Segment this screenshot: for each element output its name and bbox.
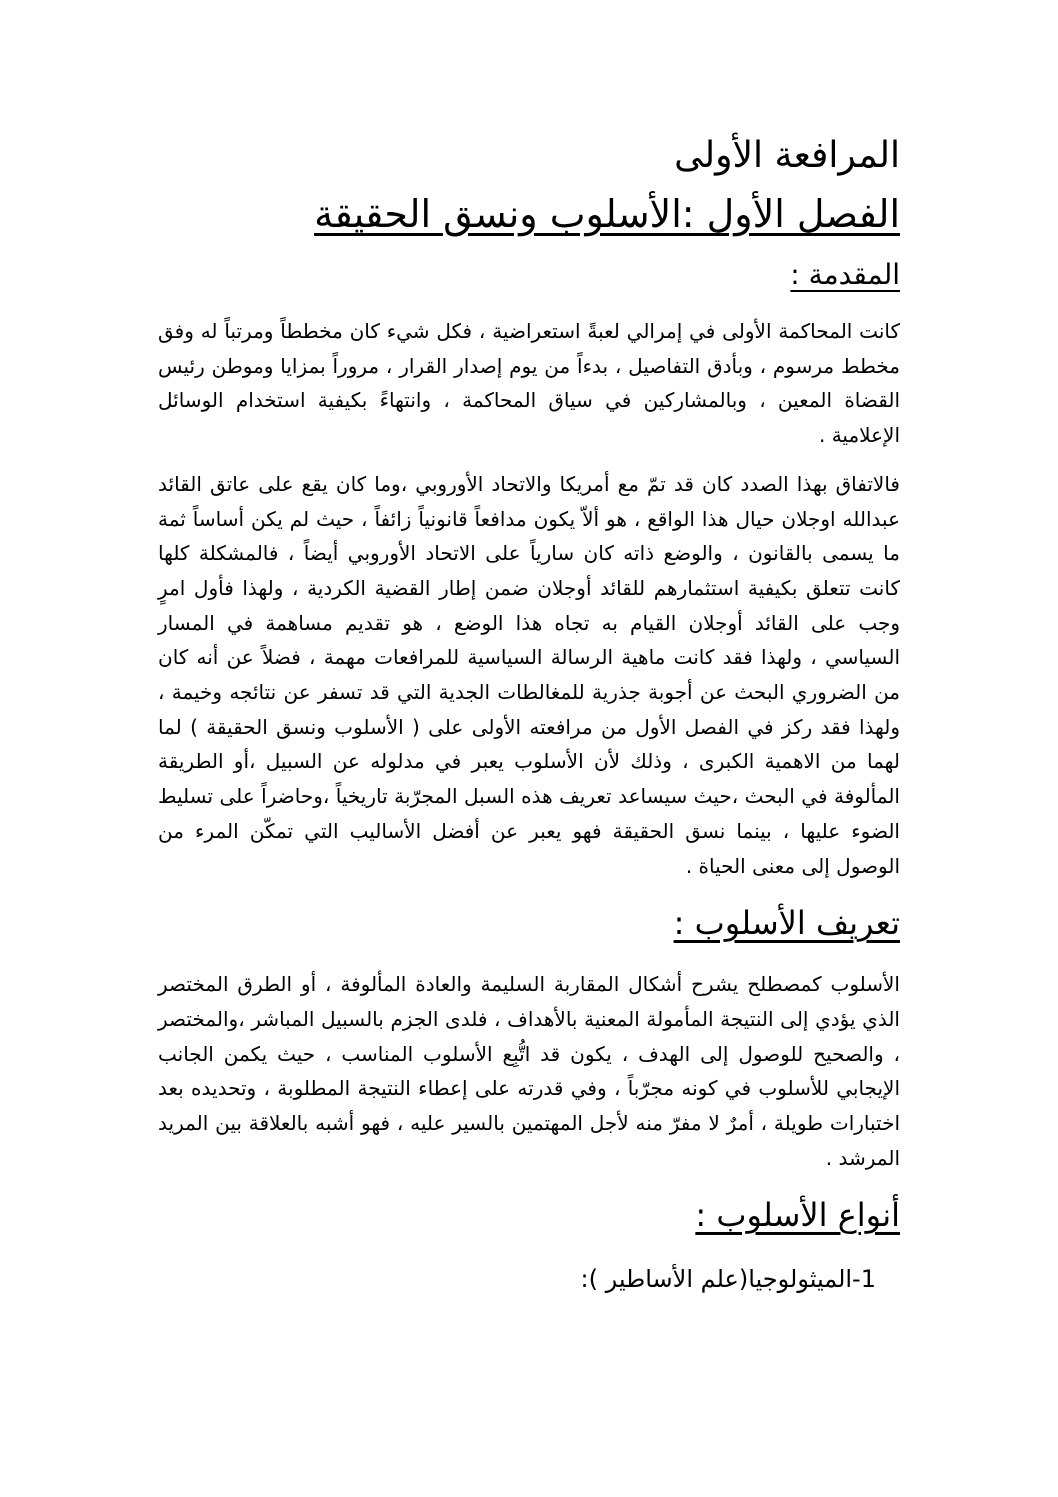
chapter-heading: الفصل الأول :الأسلوب ونسق الحقيقة	[314, 192, 900, 236]
intro-paragraph-2: فالاتفاق بهذا الصدد كان قد تمّ مع أمريكا والاتحاد الأوروبي ،وما كان يقع على عاتق القائد عبدالله اوجلان حيال هذا الواقع ، هو ألاّ يكون مدافعاً قانونياً زائفاً ، حيث لم يكن أساساً ثمة ما يسمى بالقانون ، والوضع ذاته كان سارياً على الاتحاد الأوروبي أيضاً ، فالمشكلة كلها كانت تتعلق بكيفية استثمارهم للقائد أوجلان ضمن إطار القضية الكردية ، ولهذا فأول امرٍ وجب على القائد أوجلان القيام به تجاه هذا الوضع ، هو تقديم مساهمة في المسار السياسي ، ولهذا فقد كانت ماهية الرسالة السياسية للمرافعات مهمة ، فضلاً عن أنه كان من الضروري البحث عن أجوبة جذرية للمغالطات الجدية التي قد تسفر عن نتائجه وخيمة ، ولهذا فقد ركز في الفصل الأول من مرافعته الأولى على ( الأسلوب ونسق الحقيقة ) لما لهما من الاهمية الكبرى ، وذلك لأن الأسلوب يعبر في مدلوله عن السبيل ،أو الطريقة المألوفة في البحث ،حيث سيساعد تعريف هذه السبل المجرّبة تاريخياً ،وحاضراً على تسليط الضوء عليها ، بينما نسق الحقيقة فهو يعبر عن أفضل الأساليب التي تمكّن المرء من الوصول إلى معنى الحياة .	[158, 471, 900, 878]
definition-heading: تعريف الأسلوب :	[673, 904, 900, 943]
types-list-item: 1-الميثولوجيا(علم الأساطير ):	[580, 1265, 876, 1294]
definition-paragraph: الأسلوب كمصطلح يشرح أشكال المقاربة السليمة والعادة المألوفة ، أو الطرق المختصر الذي يؤدي إلى النتيجة المأمولة المعنية بالأهداف ، فلدى الجزم بالسبيل المباشر ،والمختصر ، والصحيح للوصول إلى الهدف ، يكون قد اتُّبِع الأسلوب المناسب ، حيث يكمن الجانب الإيجابي للأسلوب في كونه مجرّباً ، وفي قدرته على إعطاء النتيجة المطلوبة ، وتحديده بعد اختبارات طويلة ، أمرٌ لا مفرّ منه لأجل المهتمين بالسير عليه ، فهو أشبه بالعلاقة بين المريد المرشد .	[158, 972, 900, 1170]
document-content	[158, 128, 900, 1299]
document-title: المرافعة الأولى	[674, 135, 900, 176]
intro-paragraph-1: كانت المحاكمة الأولى في إمرالي لعبةً استعراضية ، فكل شيء كان مخططاً ومرتباً له وفق مخطط مرسوم ، وبأدق التفاصيل ، بدءاً من يوم إصدار القرار ، مروراً بمزايا وموطن رئيس القضاة المعين ، وبالمشاركين في سياق المحاكمة ، وانتهاءً بكيفية استخدام الوسائل الإعلامية .	[158, 319, 900, 448]
intro-heading: المقدمة :	[790, 258, 900, 291]
types-heading: أنواع الأسلوب :	[695, 1196, 900, 1235]
